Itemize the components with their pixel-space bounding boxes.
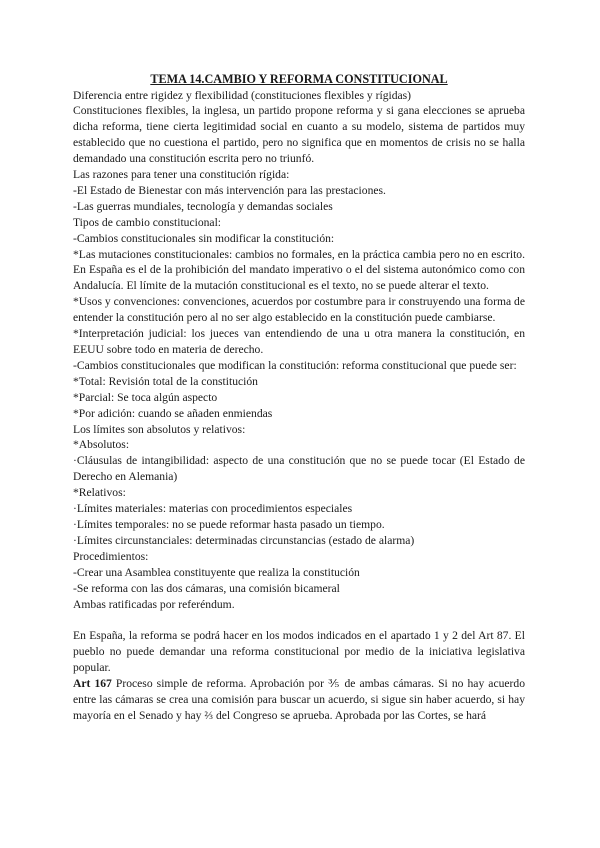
paragraph: ·Límites circunstanciales: determinadas circunstancias (estado de alarma) xyxy=(73,533,415,547)
paragraph: Tipos de cambio constitucional: xyxy=(73,215,222,229)
paragraph: *Por adición: cuando se añaden enmiendas xyxy=(73,406,273,420)
paragraph: *Relativos: xyxy=(73,486,126,500)
paragraph: -Cambios constitucionales que modifican la constitución: reforma constitucional que puede ser: xyxy=(73,358,517,372)
paragraph: *Usos y convenciones: convenciones, acuerdos por costumbre para ir construyendo una forma de entender la constitución pero al no ser algo establecido en la constitución puede cambiarse. xyxy=(73,295,525,325)
paragraph: Diferencia entre rigidez y flexibilidad (constituciones flexibles y rígidas) xyxy=(73,88,412,102)
art167-label: Art 167 xyxy=(73,677,112,691)
paragraph: Las razones para tener una constitución rígida: xyxy=(73,168,290,182)
art167-paragraph xyxy=(73,676,525,724)
paragraph: -Se reforma con las dos cámaras, una comisión bicameral xyxy=(73,581,340,595)
paragraph: En España, la reforma se podrá hacer en los modos indicados en el apartado 1 y 2 del Art 87. El pueblo no puede demandar una reforma constitucional por medio de la iniciativa legislativa popular. xyxy=(73,629,525,675)
paragraph: Ambas ratificadas por referéndum. xyxy=(73,597,235,611)
paragraph: -El Estado de Bienestar con más intervención para las prestaciones. xyxy=(73,183,386,197)
paragraph: ·Límites temporales: no se puede reformar hasta pasado un tiempo. xyxy=(73,517,385,531)
paragraph: Constituciones flexibles, la inglesa, un partido propone reforma y si gana elecciones se aprueba dicha reforma, tiene cierta legitimidad social en cuanto a su modelo, sistema de partidos muy establecido que no cuestiona el partido, pero no significa que en momentos de crisis no se halla demandado una constitución escrita pero no triunfó. xyxy=(73,104,525,166)
paragraph: -Crear una Asamblea constituyente que realiza la constitución xyxy=(73,565,360,579)
paragraph: -Cambios constitucionales sin modificar la constitución: xyxy=(73,231,335,245)
paragraph: ·Límites materiales: materias con procedimientos especiales xyxy=(73,502,353,516)
document-page xyxy=(73,72,525,724)
paragraph: *Interpretación judicial: los jueces van entendiendo de una u otra manera la constitución, en EEUU sobre todo en materia de derecho. xyxy=(73,327,525,356)
paragraph: ·Cláusulas de intangibilidad: aspecto de una constitución que no se puede tocar (El Estado de Derecho en Alemania) xyxy=(73,454,525,484)
art167-text: Proceso simple de reforma. Aprobación por ⅗ de ambas cámaras. Si no hay acuerdo entre las cámaras se crea una comisión para buscar un acuerdo, si sigue sin haber acuerdo, si hay mayoría en el Senado y hay ⅔ del Congreso se aprueba. Aprobada por las Cortes, se hará xyxy=(73,677,525,722)
document-title: TEMA 14.CAMBIO Y REFORMA CONSTITUCIONAL xyxy=(150,72,448,86)
paragraph: -Las guerras mundiales, tecnología y demandas sociales xyxy=(73,199,333,213)
paragraph: Los límites son absolutos y relativos: xyxy=(73,422,246,436)
paragraph: *Total: Revisión total de la constitución xyxy=(73,374,258,388)
paragraph: *Las mutaciones constitucionales: cambios no formales, en la práctica cambia pero no en escrito. En España es el de la prohibición del mandato imperativo o el del sistema autonómico como con Andalucía. El límite de la mutación constitucional es el texto, no se puede alterar el texto. xyxy=(73,247,525,293)
blank-line xyxy=(73,612,525,628)
paragraph: *Parcial: Se toca algún aspecto xyxy=(73,390,218,404)
paragraph: *Absolutos: xyxy=(73,438,130,452)
paragraph: Procedimientos: xyxy=(73,549,149,563)
